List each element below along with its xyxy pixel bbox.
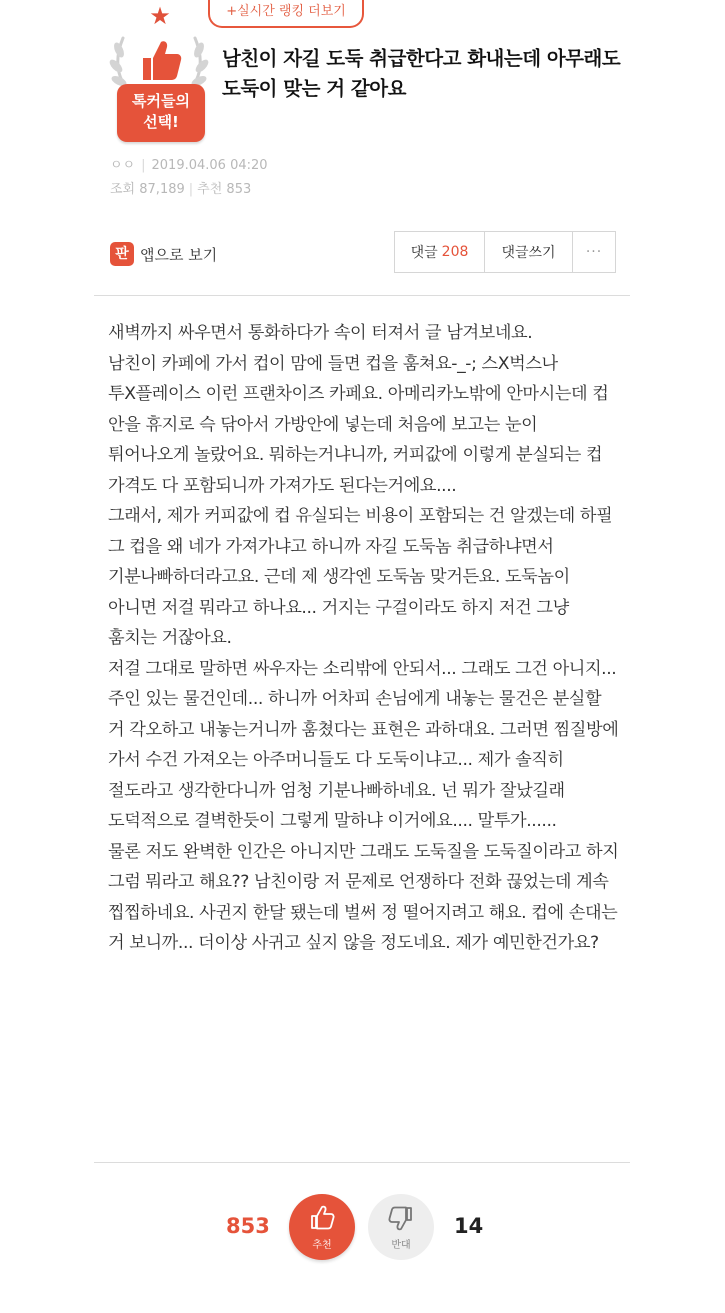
badge-label: [117, 84, 205, 142]
more-options-button[interactable]: ···: [585, 244, 603, 260]
thumbs-up-icon: [133, 34, 185, 86]
thumbs-up-icon: [308, 1204, 336, 1232]
recommend-count: 853: [226, 182, 252, 197]
comments-button[interactable]: [395, 232, 485, 272]
divider-bottom: [94, 1162, 630, 1163]
author-name[interactable]: ㅇㅇ: [110, 158, 136, 173]
oppose-vote-count: 14: [454, 1214, 484, 1238]
badge-line-1: 톡커들의: [132, 92, 190, 110]
views-count: 87,189: [139, 182, 185, 197]
write-comment-button[interactable]: 댓글쓰기: [485, 232, 573, 272]
star-icon: ★: [149, 2, 171, 30]
post-body: [108, 318, 620, 959]
recommend-label: 추천: [197, 182, 223, 197]
pann-app-icon: 판: [110, 242, 134, 266]
body-paragraph: 저걸 그대로 말하면 싸우자는 소리밖에 안되서... 그래도 그건 아니지... 주인 있는 물건인데... 하니까 어차피 손님에게 내놓는 물건은 분실할 거 각오하고 내놓는거니까 훔쳤다는 표현은 과하대요. 그러면 찜질방에 가서 수건 가져오는 아주머니들도 다 도둑이냐고... 제가 솔직히 절도라고 생각한다니까 엄청 기분나빠하네요. 넌 뭐가 잘났길래 도덕적으로 결벽한듯이 그렇게 말하냐 이거에요.... 말투가......: [108, 658, 619, 831]
views-label: 조회: [110, 182, 136, 197]
post-title: 남친이 자길 도둑 취급한다고 화내는데 아무래도 도둑이 맞는 거 같아요: [222, 47, 621, 100]
body-paragraph: 새벽까지 싸우면서 통화하다가 속이 터져서 글 남겨보네요.: [108, 323, 533, 343]
post-date: 2019.04.06 04:20: [151, 158, 268, 173]
divider-top: [94, 295, 630, 296]
talkers-choice-badge: [105, 4, 213, 144]
view-in-app-label: 앱으로 보기: [140, 245, 218, 264]
oppose-button[interactable]: [368, 1194, 434, 1260]
thumbs-down-icon: [387, 1204, 415, 1232]
post-action-buttons: [394, 231, 616, 273]
realtime-ranking-link[interactable]: +실시간 랭킹 더보기: [208, 0, 364, 28]
oppose-label: 반대: [391, 1240, 411, 1251]
body-paragraph: 남친이 카페에 가서 컵이 맘에 들면 컵을 훔쳐요-_-; 스X벅스나 투X플레이스 이런 프랜차이즈 카페요. 아메리카노밖에 안마시는데 컵 안을 휴지로 슥 닦아서 가방안에 넣는데 처음에 보고는 눈이 튀어나오게 놀랐어요. 뭐하는거냐니까, 커피값에 이렇게 분실되는 컵 가격도 다 포함되니까 가져가도 된다는거에요....: [108, 353, 609, 496]
body-paragraph: 그래서, 제가 커피값에 컵 유실되는 비용이 포함되는 건 알겠는데 하필 그 컵을 왜 네가 가져가냐고 하니까 자길 도둑놈 취급하냐면서 기분나빠하더라고요. 근데 제 생각엔 도둑놈 맞거든요. 도둑놈이 아니면 저걸 뭐라고 하나요... 거지는 구걸이라도 하지 저건 그냥 훔치는 거잖아요.: [108, 506, 613, 648]
body-paragraph: 물론 저도 완벽한 인간은 아니지만 그래도 도둑질을 도둑질이라고 하지 그럼 뭐라고 해요?? 남친이랑 저 문제로 언쟁하다 전화 끊었는데 계속 찝찝하네요. 사귄지 한달 됐는데 벌써 정 떨어지려고 해요. 컵에 손대는 거 보니까... 더이상 사귀고 싶지 않을 정도네요. 제가 예민한건가요?: [108, 841, 619, 953]
post-meta-stats: [110, 178, 251, 197]
recommend-button[interactable]: [289, 1194, 355, 1260]
post-meta-author-date: [110, 154, 268, 173]
comments-label: 댓글: [410, 245, 438, 261]
comments-count: 208: [441, 244, 469, 260]
recommend-vote-count: 853: [226, 1214, 270, 1238]
divider: |: [141, 158, 146, 173]
divider: |: [188, 182, 194, 197]
badge-line-2: 선택!: [143, 113, 179, 131]
view-in-app-link[interactable]: [110, 240, 217, 268]
recommend-label: 추천: [312, 1240, 332, 1251]
